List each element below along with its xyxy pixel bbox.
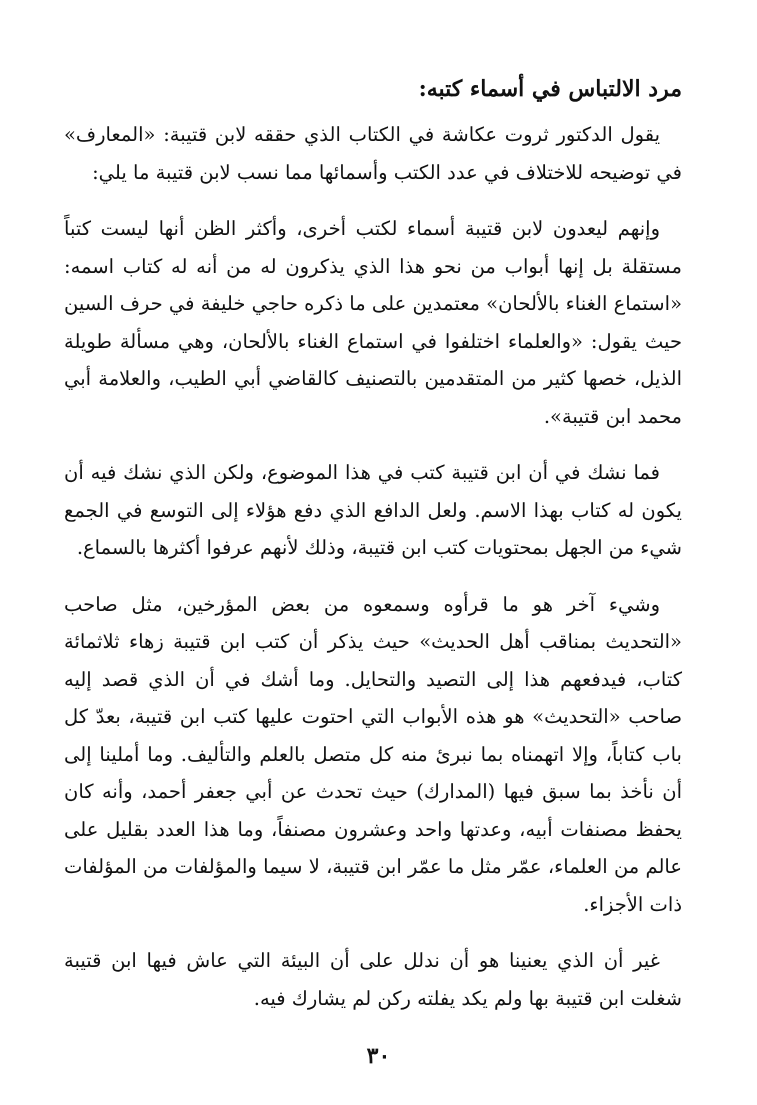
paragraph-conclusion: غير أن الذي يعنينا هو أن ندلل على أن البيئة التي عاش فيها ابن قتيبة شغلت ابن قتيبة بها ولم يكد يفلته ركن لم يشارك فيه. bbox=[64, 949, 682, 1010]
paragraph-intro: يقول الدكتور ثروت عكاشة في الكتاب الذي حققه لابن قتيبة: «المعارف» في توضيحه للاختلاف في عدد الكتب وأسمائها مما نسب لابن قتيبة ما يلي: bbox=[64, 123, 682, 184]
section-heading: مرد الالتباس في أسماء كتبه: bbox=[418, 76, 682, 102]
page-number: ٣٠ bbox=[366, 1043, 391, 1069]
page-body bbox=[64, 72, 682, 1036]
paragraph-doubt: فما نشك في أن ابن قتيبة كتب في هذا الموضوع، ولكن الذي نشك فيه أن يكون له كتاب بهذا الاسم. ولعل الدافع الذي دفع هؤلاء إلى التوسع في الجمع شيء من الجهل بمحتويات كتب ابن قتيبة، وذلك لأنهم عرفوا أكثرها بالسماع. bbox=[64, 461, 682, 559]
paragraph-quote: وإنهم ليعدون لابن قتيبة أسماء لكتب أخرى، وأكثر الظن أنها ليست كتباً مستقلة بل إنها أبواب من نحو هذا الذي يذكرون له من أنه له كتاب اسمه: «استماع الغناء بالألحان» معتمدين على ما ذكره حاجي خليفة في حرف السين حيث يقول: «والعلماء اختلفوا في استماع الغناء بالألحان، وهي مسألة طويلة الذيل، خصها كثير من المتقدمين بالتصنيف كالقاضي أبي الطيب، والعلامة أبي محمد ابن قتيبة». bbox=[64, 217, 682, 428]
paragraph-historians: وشيء آخر هو ما قرأوه وسمعوه من بعض المؤرخين، مثل صاحب «التحديث بمناقب أهل الحديث» حيث يذكر أن كتب ابن قتيبة زهاء ثلاثمائة كتاب، فيدفعهم هذا إلى التصيد والتحايل. وما أشك في أن الذي قصد إليه صاحب «التحديث» هو هذه الأبواب التي احتوت عليها كتب ابن قتيبة، بعدّ كل باب كتاباً، وإلا اتهمناه بما نبرئ منه كل متصل بالعلم والتأليف. وما أملينا إلى أن نأخذ بما سبق فيها (المدارك) حيث تحدث عن أبي جعفر أحمد، وأنه كان يحفظ مصنفات أبيه، وعدتها واحد وعشرون مصنفاً، وما هذا العدد بقليل على عالم من العلماء، عمّر مثل ما عمّر ابن قتيبة، لا سيما والمؤلفات من المؤلفات ذات الأجزاء. bbox=[64, 592, 682, 916]
